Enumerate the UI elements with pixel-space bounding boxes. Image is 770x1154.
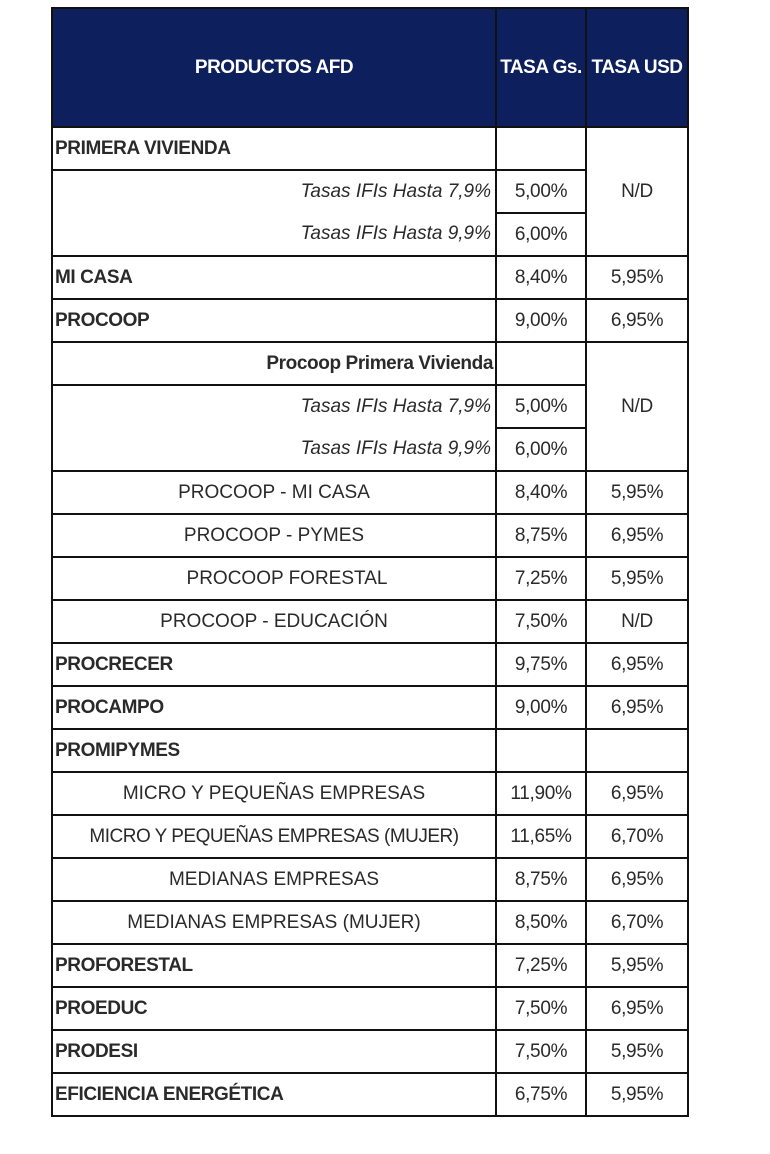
product-label: PROMIPYMES (52, 729, 496, 772)
usd-cell: 6,95% (586, 299, 688, 342)
product-label: Procoop Primera Vivienda (52, 342, 496, 385)
table-row (52, 299, 688, 342)
product-label: PROCOOP (52, 299, 496, 342)
gs-cell: 11,90% (496, 772, 586, 815)
gs-cell: 8,40% (496, 256, 586, 299)
table-row (52, 729, 688, 772)
gs-cell: 8,75% (496, 858, 586, 901)
product-label: PROCOOP FORESTAL (52, 557, 496, 600)
table-row (52, 514, 688, 557)
header-tasa-gs: TASA Gs. (496, 8, 586, 127)
table-row (52, 127, 688, 170)
usd-cell: 6,95% (586, 858, 688, 901)
table-row (52, 256, 688, 299)
usd-cell: 5,95% (586, 1030, 688, 1073)
table-row (52, 686, 688, 729)
product-label: PROFORESTAL (52, 944, 496, 987)
usd-cell: 6,70% (586, 815, 688, 858)
gs-cell: 7,50% (496, 600, 586, 643)
gs-cell: 7,50% (496, 987, 586, 1030)
header-productos: PRODUCTOS AFD (52, 8, 496, 127)
usd-cell: 6,95% (586, 772, 688, 815)
table-row (52, 815, 688, 858)
product-label: PRODESI (52, 1030, 496, 1073)
product-label: MI CASA (52, 256, 496, 299)
product-label: MICRO Y PEQUEÑAS EMPRESAS (52, 772, 496, 815)
usd-cell: 5,95% (586, 1073, 688, 1116)
gs-cell (496, 342, 586, 385)
table-row (52, 901, 688, 944)
header-row (52, 8, 688, 127)
gs-cell: 9,00% (496, 686, 586, 729)
gs-cell: 9,00% (496, 299, 586, 342)
product-label: PROEDUC (52, 987, 496, 1030)
table-row (52, 557, 688, 600)
table-row (52, 772, 688, 815)
product-label: MEDIANAS EMPRESAS (52, 858, 496, 901)
product-label: PROCRECER (52, 643, 496, 686)
product-label: PROCOOP - PYMES (52, 514, 496, 557)
product-label: EFICIENCIA ENERGÉTICA (52, 1073, 496, 1116)
table-row (52, 471, 688, 514)
gs-cell: 11,65% (496, 815, 586, 858)
usd-cell: 5,95% (586, 944, 688, 987)
usd-cell: 6,70% (586, 901, 688, 944)
gs-cell: 6,00% (496, 213, 586, 256)
sub-label: Tasas IFIs Hasta 9,9% (52, 428, 496, 471)
table-row (52, 987, 688, 1030)
sub-label: Tasas IFIs Hasta 7,9% (52, 170, 496, 213)
gs-cell: 6,00% (496, 428, 586, 471)
sub-label: Tasas IFIs Hasta 9,9% (52, 213, 496, 256)
usd-cell (586, 729, 688, 772)
usd-cell: N/D (586, 600, 688, 643)
usd-cell: 5,95% (586, 471, 688, 514)
usd-cell: 6,95% (586, 686, 688, 729)
gs-cell (496, 729, 586, 772)
product-label: MICRO Y PEQUEÑAS EMPRESAS (MUJER) (52, 815, 496, 858)
table-row (52, 944, 688, 987)
gs-cell: 7,25% (496, 944, 586, 987)
sub-label: Tasas IFIs Hasta 7,9% (52, 385, 496, 428)
gs-cell: 7,50% (496, 1030, 586, 1073)
product-label: PROCAMPO (52, 686, 496, 729)
gs-cell: 8,40% (496, 471, 586, 514)
usd-cell: 5,95% (586, 557, 688, 600)
header-tasa-usd: TASA USD (586, 8, 688, 127)
gs-cell: 6,75% (496, 1073, 586, 1116)
table-row (52, 1030, 688, 1073)
table-row (52, 858, 688, 901)
product-label: PRIMERA VIVIENDA (52, 127, 496, 170)
usd-cell: 6,95% (586, 987, 688, 1030)
gs-cell: 9,75% (496, 643, 586, 686)
gs-cell: 8,75% (496, 514, 586, 557)
product-label: MEDIANAS EMPRESAS (MUJER) (52, 901, 496, 944)
gs-cell: 5,00% (496, 385, 586, 428)
usd-cell: 6,95% (586, 643, 688, 686)
gs-cell: 5,00% (496, 170, 586, 213)
usd-cell: 6,95% (586, 514, 688, 557)
table-row (52, 342, 688, 385)
gs-cell: 7,25% (496, 557, 586, 600)
usd-cell: N/D (586, 127, 688, 256)
usd-cell: N/D (586, 342, 688, 471)
gs-cell: 8,50% (496, 901, 586, 944)
table-row (52, 600, 688, 643)
gs-cell (496, 127, 586, 170)
usd-cell: 5,95% (586, 256, 688, 299)
rates-table (51, 7, 689, 1117)
product-label: PROCOOP - EDUCACIÓN (52, 600, 496, 643)
table-row (52, 643, 688, 686)
product-label: PROCOOP - MI CASA (52, 471, 496, 514)
table-row (52, 1073, 688, 1116)
